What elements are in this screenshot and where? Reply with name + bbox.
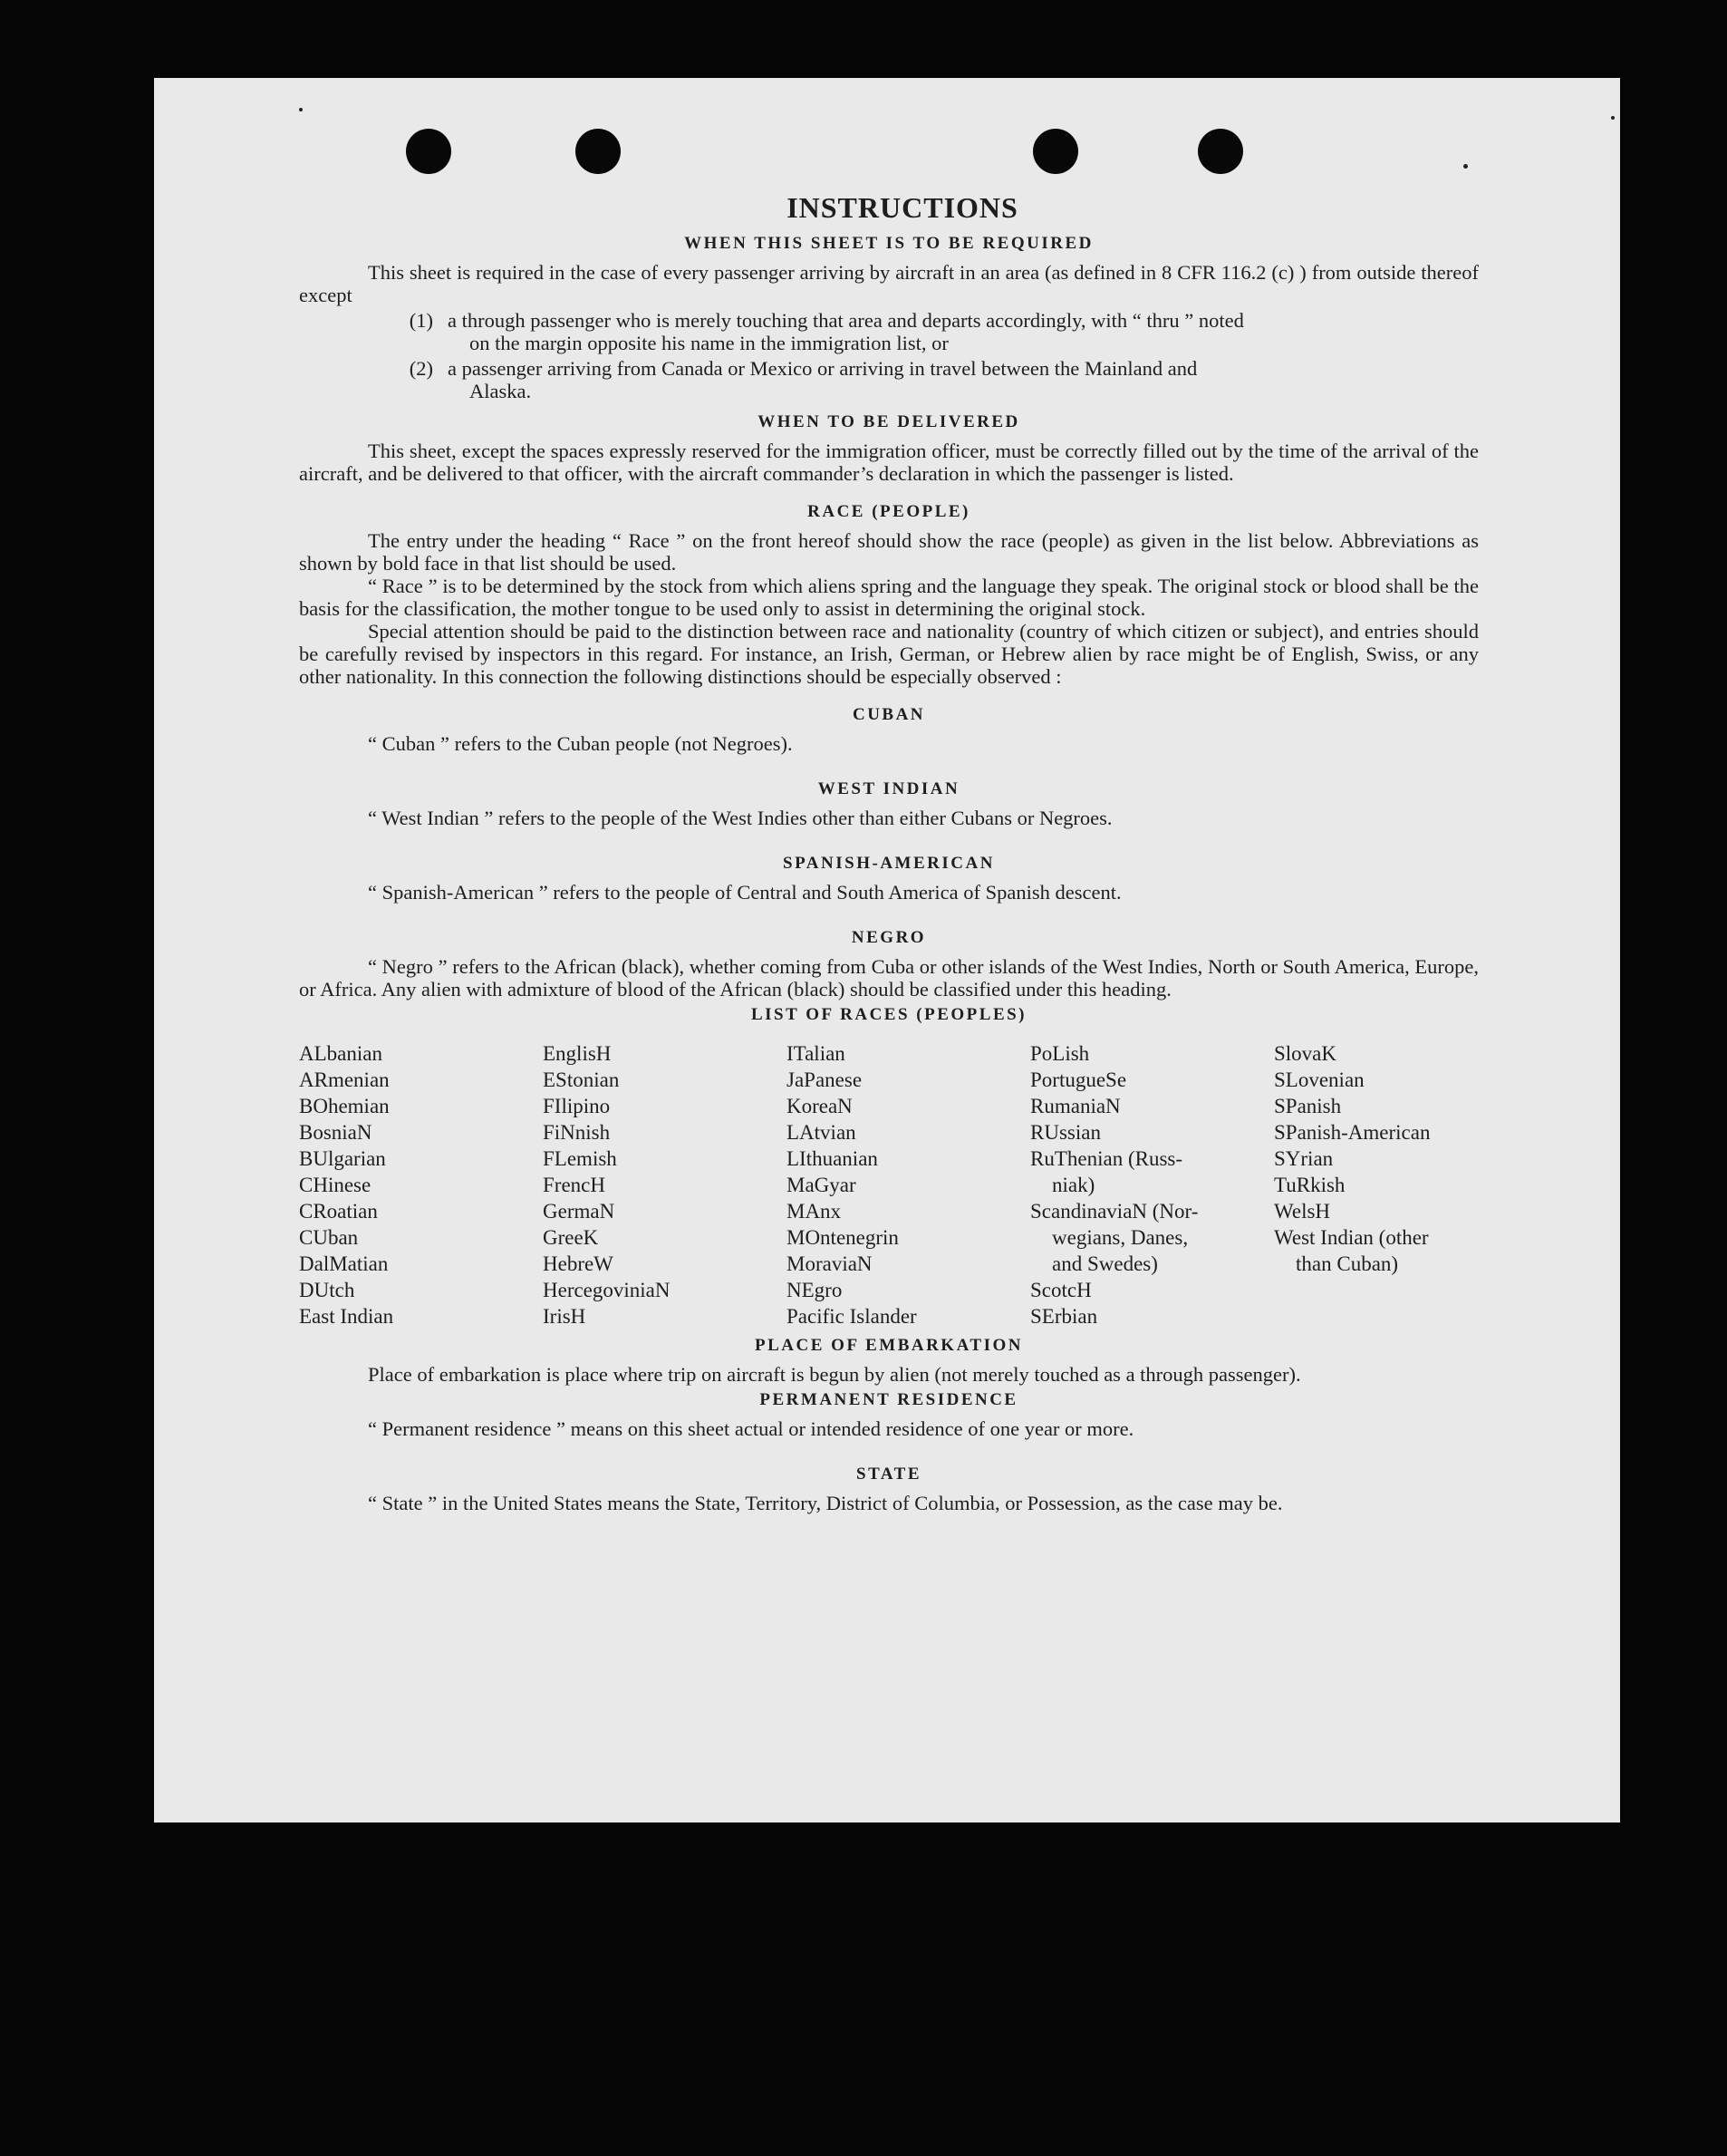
race-list <box>299 1040 1479 1329</box>
race-entry: TuRkish <box>1274 1174 1346 1196</box>
race-entry: SLovenian <box>1274 1068 1365 1091</box>
race-entry: HebreW <box>543 1252 613 1275</box>
paragraph: “ Spanish-American ” refers to the people of Central and South America of Spanish descent. <box>368 881 1122 904</box>
race-column <box>786 1040 1030 1329</box>
list-item <box>299 309 1479 354</box>
item-number: (2) <box>409 357 433 380</box>
race-entry: GermaN <box>543 1200 615 1223</box>
race-entry: FIlipino <box>543 1095 611 1117</box>
race-entry: RUssian <box>1030 1121 1101 1144</box>
race-entry-continuation <box>1030 1172 1274 1198</box>
race-entry: CRoatian <box>299 1200 378 1223</box>
race-column <box>299 1040 543 1329</box>
race-entry: KoreaN <box>786 1095 853 1117</box>
race-entry: JaPanese <box>786 1068 863 1091</box>
section-heading: RACE (PEOPLE) <box>807 502 970 521</box>
race-entry: WelsH <box>1274 1200 1331 1223</box>
section-heading: SPANISH-AMERICAN <box>783 854 995 873</box>
section-heading: PERMANENT RESIDENCE <box>759 1390 1018 1409</box>
race-entry: CUban <box>299 1226 359 1249</box>
race-entry-continuation-text: than Cuban) <box>1296 1252 1399 1275</box>
section-heading: PLACE OF EMBARKATION <box>755 1336 1023 1355</box>
page-title: INSTRUCTIONS <box>786 191 1018 224</box>
race-entry: RumaniaN <box>1030 1095 1121 1117</box>
item-text <box>448 357 1197 402</box>
race-entry: EStonian <box>543 1068 620 1091</box>
item-line: a passenger arriving from Canada or Mexico or arriving in travel between the Mainland and <box>448 357 1198 380</box>
race-entry-continuation-text: and Swedes) <box>1052 1252 1158 1275</box>
race-entry: BUlgarian <box>299 1147 386 1170</box>
race-entry-continuation <box>1274 1251 1479 1277</box>
punch-hole <box>1198 129 1243 174</box>
speck <box>299 108 303 111</box>
race-entry-continuation-text: niak) <box>1052 1174 1095 1196</box>
document-page <box>154 78 1620 1822</box>
race-column <box>1274 1040 1479 1329</box>
paragraph: “ West Indian ” refers to the people of the West Indies other than either Cubans or Negroes. <box>368 807 1113 829</box>
race-entry: IrisH <box>543 1305 586 1328</box>
race-entry: DUtch <box>299 1279 355 1301</box>
paragraph: “ State ” in the United States means the State, Territory, District of Columbia, or Possession, as the case may be. <box>368 1492 1283 1514</box>
race-entry: SPanish-American <box>1274 1121 1431 1144</box>
paragraph: The entry under the heading “ Race ” on the front hereof should show the race (people) as given in the list below. Abbreviations as shown by bold face in that list should be used. <box>299 529 1479 575</box>
item-continuation: Alaska. <box>469 380 532 402</box>
section-heading: NEGRO <box>851 928 927 947</box>
race-entry: MAnx <box>786 1200 842 1223</box>
paragraph: “ Permanent residence ” means on this sheet actual or intended residence of one year or more. <box>368 1417 1134 1440</box>
race-entry: ScandinaviaN (Nor- <box>1030 1200 1199 1223</box>
race-entry: BosniaN <box>299 1121 372 1144</box>
race-entry: SYrian <box>1274 1147 1334 1170</box>
punch-hole <box>575 129 621 174</box>
item-continuation: on the margin opposite his name in the immigration list, or <box>469 332 949 354</box>
race-entry: FrencH <box>543 1174 605 1196</box>
race-entry: BOhemian <box>299 1095 390 1117</box>
race-entry: RuThenian (Russ- <box>1030 1147 1183 1170</box>
race-entry: EnglisH <box>543 1042 612 1065</box>
instructions-content <box>299 191 1479 1514</box>
race-entry: PortugueSe <box>1030 1068 1127 1091</box>
section-heading: CUBAN <box>852 705 926 724</box>
race-entry: LIthuanian <box>786 1147 878 1170</box>
paragraph: “ Cuban ” refers to the Cuban people (not Negroes). <box>368 732 793 755</box>
section-heading: STATE <box>856 1465 921 1484</box>
paragraph: Special attention should be paid to the distinction between race and nationality (country of which citizen or subject), and entries should be carefully revised by inspectors in this regard. For instance, an Irish, German, or Hebrew alien by race might be of English, Swiss, or any other nationality. In this connection the following distinctions should be especially observed : <box>299 620 1479 688</box>
race-entry: FiNnish <box>543 1121 611 1144</box>
speck <box>1611 116 1615 120</box>
speck <box>1463 164 1468 169</box>
item-line: a through passenger who is merely touching that area and departs accordingly, with “ thru ” noted <box>448 309 1244 332</box>
race-entry: East Indian <box>299 1305 394 1328</box>
paragraph: This sheet is required in the case of every passenger arriving by aircraft in an area (as defined in 8 CFR 116.2 (c) ) from outside thereof except <box>299 261 1479 306</box>
race-entry: ALbanian <box>299 1042 382 1065</box>
race-entry: ScotcH <box>1030 1279 1092 1301</box>
race-entry: PoLish <box>1030 1042 1090 1065</box>
race-entry: MOntenegrin <box>786 1226 899 1249</box>
race-entry: DalMatian <box>299 1252 389 1275</box>
race-entry: MaGyar <box>786 1174 856 1196</box>
punch-hole <box>1033 129 1078 174</box>
item-text <box>448 309 1244 354</box>
paragraph: This sheet, except the spaces expressly reserved for the immigration officer, must be correctly filled out by the time of the arrival of the aircraft, and be delivered to that officer, with the aircraft commander’s declaration in which the passenger is listed. <box>299 440 1479 485</box>
race-entry: SPanish <box>1274 1095 1342 1117</box>
race-entry: FLemish <box>543 1147 617 1170</box>
race-entry-continuation <box>1030 1224 1274 1251</box>
item-number: (1) <box>409 309 433 332</box>
punch-hole <box>406 129 451 174</box>
race-entry: CHinese <box>299 1174 371 1196</box>
race-entry: HercegoviniaN <box>543 1279 671 1301</box>
section-heading: WHEN THIS SHEET IS TO BE REQUIRED <box>684 234 1094 253</box>
section-heading: WEST INDIAN <box>817 779 960 798</box>
race-entry: ITalian <box>786 1042 845 1065</box>
race-entry: MoraviaN <box>786 1252 873 1275</box>
race-entry: SErbian <box>1030 1305 1098 1328</box>
race-entry-continuation <box>1030 1251 1274 1277</box>
race-entry: ARmenian <box>299 1068 390 1091</box>
race-entry: Pacific Islander <box>786 1305 917 1328</box>
race-entry: SlovaK <box>1274 1042 1336 1065</box>
race-entry: West Indian (other <box>1274 1226 1429 1249</box>
race-column <box>1030 1040 1274 1329</box>
race-column <box>543 1040 786 1329</box>
paragraph: “ Negro ” refers to the African (black), whether coming from Cuba or other islands of the West Indies, North or South America, Europe, or Africa. Any alien with admixture of blood of the African (black) should be classified under this heading. <box>299 955 1479 1001</box>
paragraph: Place of embarkation is place where trip on aircraft is begun by alien (not merely touched as a through passenger). <box>368 1363 1301 1386</box>
section-heading: LIST OF RACES (PEOPLES) <box>750 1005 1028 1024</box>
section-heading: WHEN TO BE DELIVERED <box>757 412 1020 431</box>
race-entry: GreeK <box>543 1226 599 1249</box>
race-entry: LAtvian <box>786 1121 856 1144</box>
list-item <box>299 357 1479 402</box>
paragraph: “ Race ” is to be determined by the stock from which aliens spring and the language they speak. The original stock or blood shall be the basis for the classification, the mother tongue to be used only to assist in determining the original stock. <box>299 575 1479 620</box>
race-entry-continuation-text: wegians, Danes, <box>1052 1226 1189 1249</box>
race-entry: NEgro <box>786 1279 843 1301</box>
